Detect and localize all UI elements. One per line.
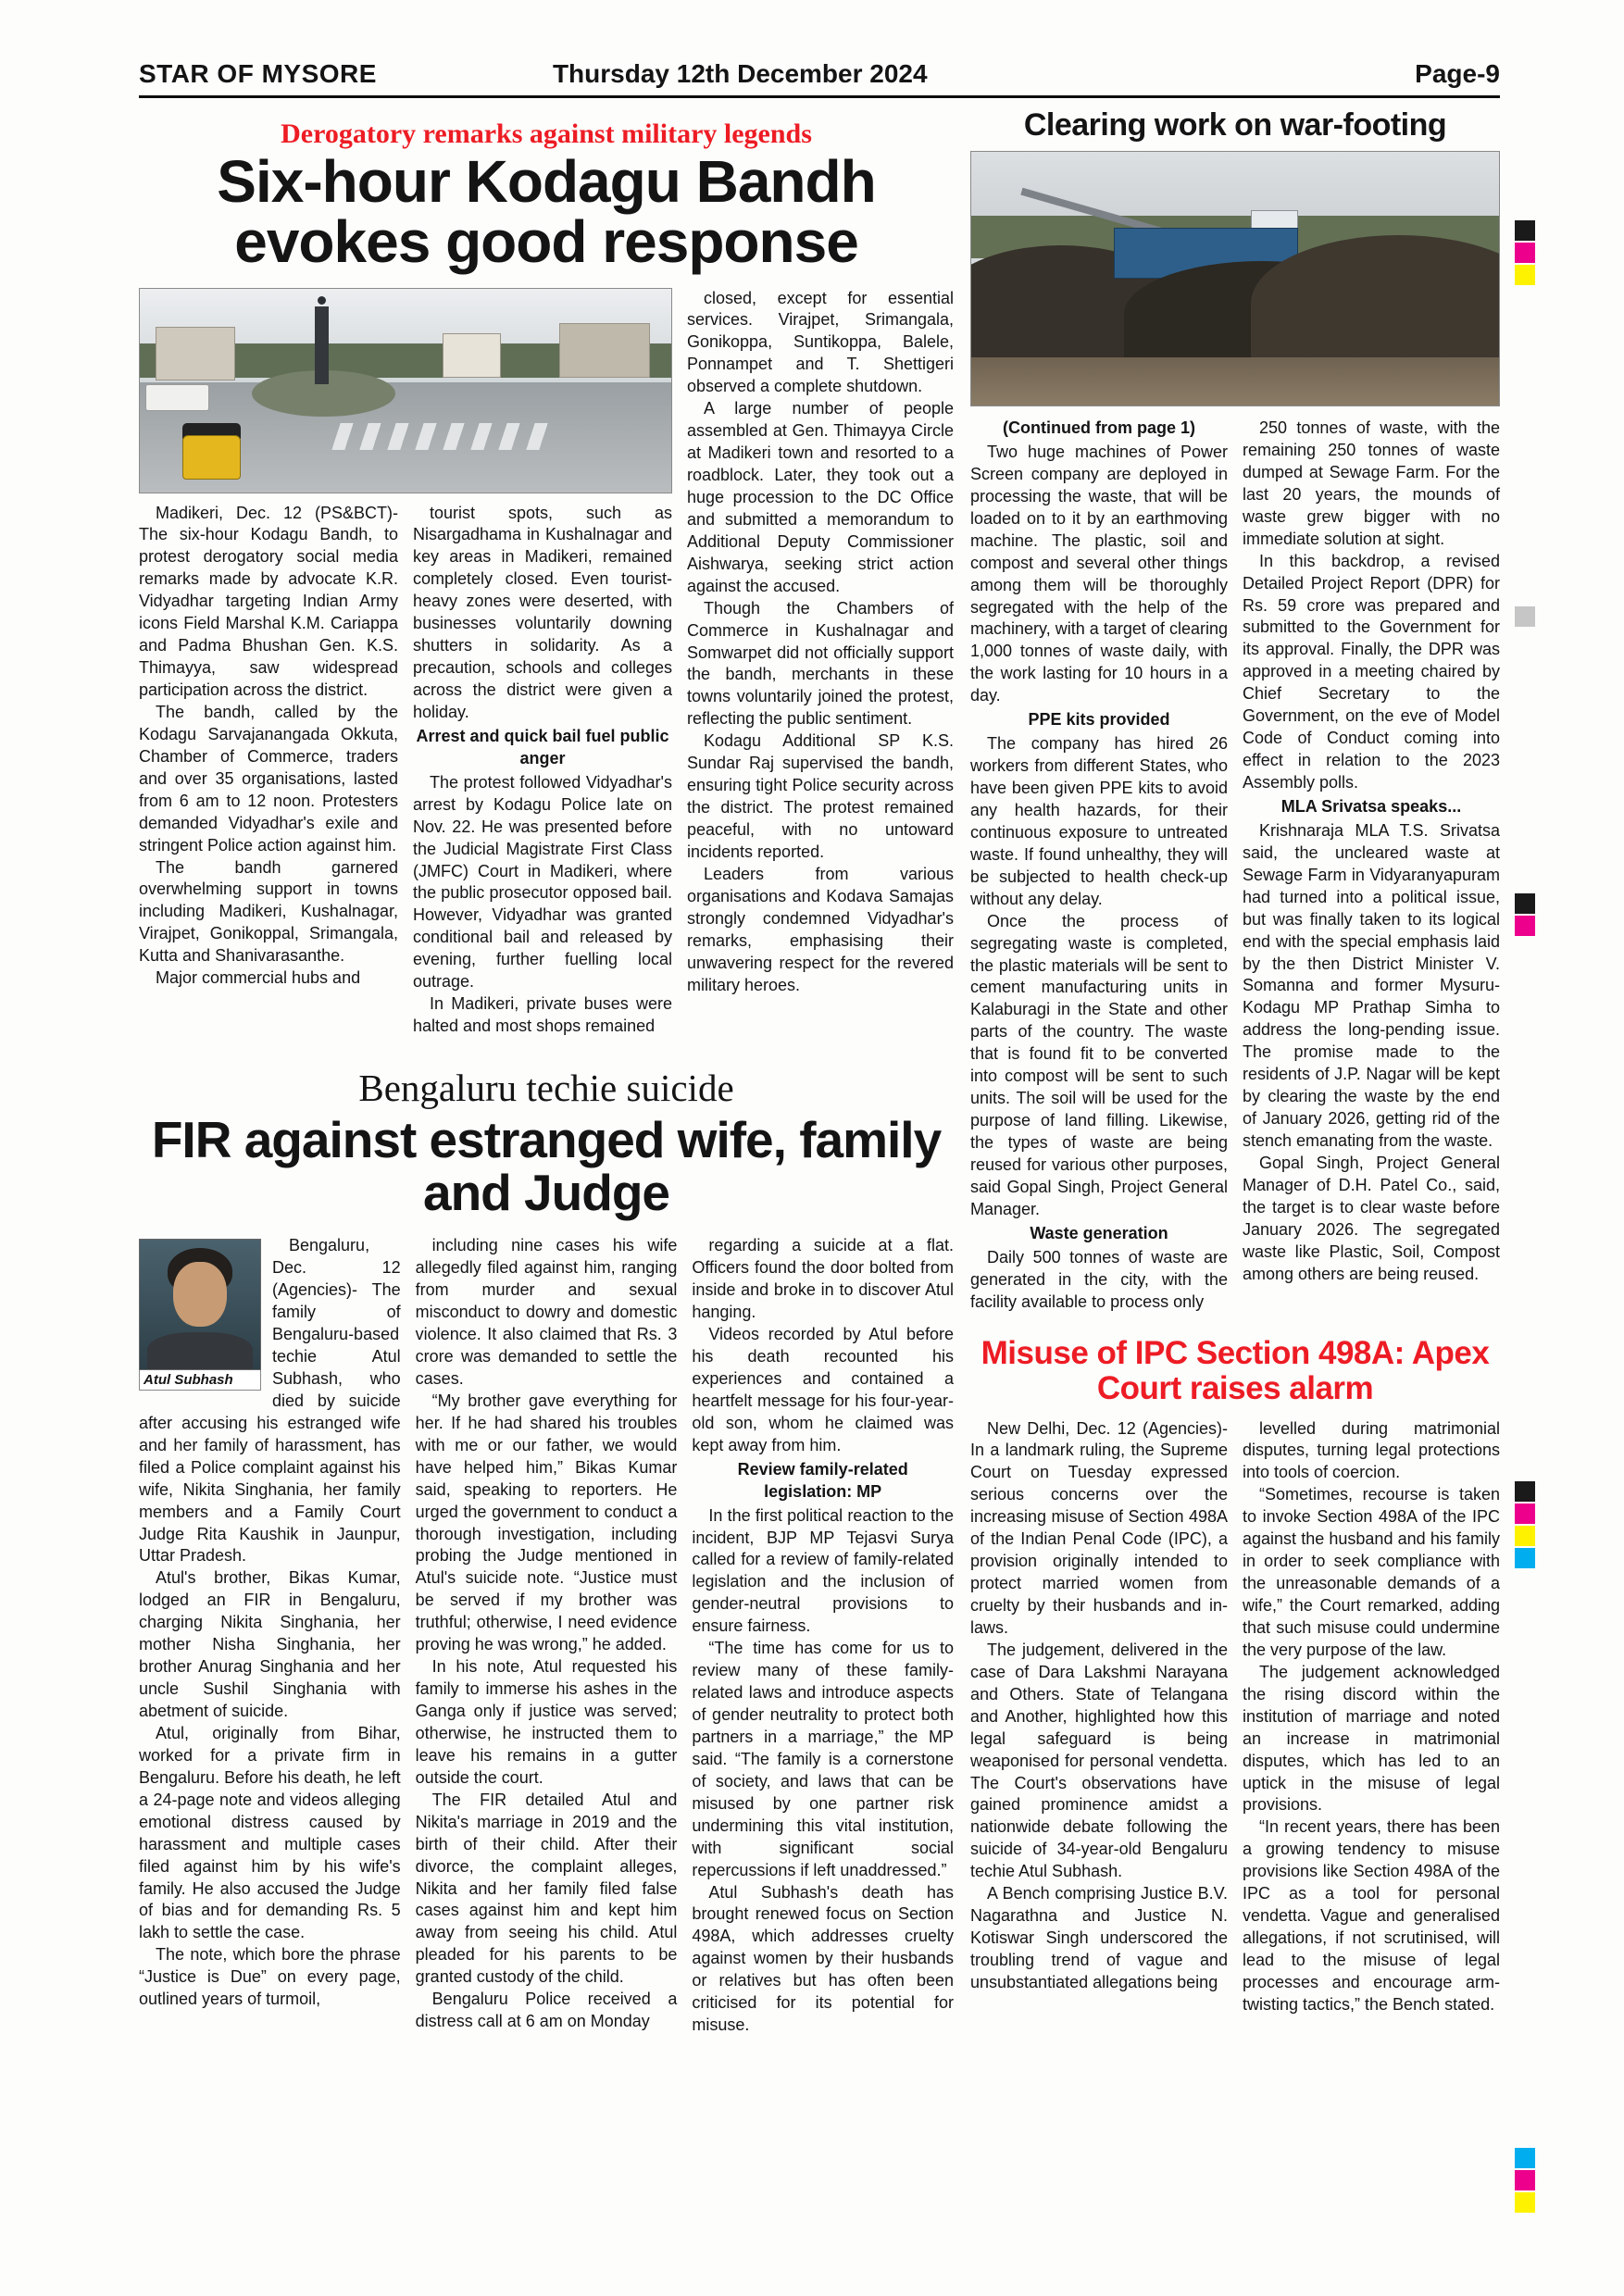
paragraph: The FIR detailed Atul and Nikita's marriage in 2019 and the birth of their child. After their divorce, the complaint alleges, Nikita and her family filed false cases against him and kept him away from seeing his child. Atul pleaded for his parents to be granted custody of the child.: [415, 1790, 678, 1987]
paragraph: Though the Chambers of Commerce in Kushalnagar and Somwarpet did not officially support the bandh, merchants in these towns voluntarily joined the protest, reflecting the public sentiment.: [687, 598, 954, 729]
paragraph: “My brother gave everything for her. If he had shared his troubles with me or our father, we would have helped him,” Bikas Kumar said, speaking to reporters. He urged the government to conduct a thorough investigation, including probing the Judge mentioned in Atul's suicide note. “Justice must be served if my brother was truthful; otherwise, I need evidence proving he was wrong,” he added.: [415, 1391, 678, 1654]
paragraph: The bandh garnered overwhelming support in towns including Madikeri, Kushalnagar, Virajpet, Gonikoppal, Srimangala, Kutta and Shanivarasanthe.: [139, 857, 398, 966]
article2-column-2: [1243, 418, 1500, 1314]
page-number: Page-9: [1415, 59, 1500, 88]
paragraph: Two huge machines of Power Screen company are deployed in processing the waste, that will be loaded on to it by an earthmoving machine. The plastic, soil and compost and several other things among them will be thoroughly segregated with the help of the machinery, with a target of clearing 1,000 tonnes of waste daily, with the work lasting for 10 hours in a day.: [970, 442, 1228, 705]
paragraph: tourist spots, such as Nisargadhama in Kushalnagar and key areas in Madikeri, remained completely closed. Even tourist-heavy zones were deserted, with businesses voluntarily downing shutters in solidarity. As a precaution, schools and colleges across the district were given a holiday.: [413, 503, 672, 721]
paragraph: The company has hired 26 workers from different States, who have been given PPE kits to avoid any health hazards, for their continuous exposure to untreated waste. If found unhealthy, they will be subjected to health check-up without any delay.: [970, 734, 1228, 908]
paragraph: The protest followed Vidyadhar's arrest by Kodagu Police late on Nov. 22. He was presented before the Judicial Magistrate First Class (JMFC) Court in Madikeri, where the public prosecutor opposed bail. However, Vidyadhar was granted conditional bail and released by evening, further fuelling local outrage.: [413, 772, 672, 992]
paragraph: The bandh, called by the Kodagu Sarvajanangada Okkuta, Chamber of Commerce, traders and over 35 organisations, lasted from 6 am to 12 noon. Protesters demanded Vidyadhar's exile and stringent Police action against him.: [139, 702, 398, 855]
paragraph: Kodagu Additional SP K.S. Sundar Raj supervised the bandh, ensuring tight Police security across the district. The protest remained peaceful, with no untoward incidents reported.: [687, 731, 954, 861]
article-headline: Six-hour Kodagu Bandh evokes good response: [217, 148, 876, 276]
article3-column-1: [139, 1235, 401, 2037]
article-body: [970, 1418, 1500, 2016]
photo-statue-head: [318, 296, 326, 305]
registration-mark-square: [1515, 243, 1535, 263]
registration-mark: [1515, 606, 1535, 629]
article1-column-3: [687, 288, 954, 1039]
paragraph: 250 tonnes of waste, with the remaining 250 tonnes of waste dumped at Sewage Farm. For the last 20 years, the mounds of waste grew bigger with no immediate solution at sight.: [1243, 418, 1500, 548]
paragraph: Gopal Singh, Project General Manager of D.H. Patel Co., said, the target is to clear waste before January 2026. The segregated waste like Plastic, Soil, Compost among others are being reused.: [1243, 1153, 1500, 1283]
registration-mark: [1515, 893, 1535, 938]
subhead: MLA Srivatsa speaks...: [1280, 796, 1462, 816]
photo-building: [156, 327, 235, 380]
paragraph: regarding a suicide at a flat. Officers found the door bolted from inside and broke in to discover Atul hanging.: [692, 1236, 955, 1322]
paragraph: The judgement acknowledged the rising discord within the institution of marriage and noted an increase in matrimonial disputes, which has led to an uptick in the misuse of legal provisions.: [1243, 1662, 1500, 1815]
paragraph: Leaders from various organisations and Kodava Samajas strongly condemned Vidyadhar's remarks, emphasising their unwavering respect for the revered military heroes.: [687, 864, 954, 994]
portrait-shoulders: [147, 1332, 253, 1371]
paragraph: In Madikeri, private buses were halted and most shops remained: [413, 994, 672, 1036]
paragraph: New Delhi, Dec. 12 (Agencies)- In a landmark ruling, the Supreme Court on Tuesday expressed serious concerns over the increasing misuse of Section 498A of the Indian Penal Code (IPC), a provision originally intended to protect married women from cruelty by their husbands and in-laws.: [970, 1418, 1228, 1637]
subhead: Arrest and quick bail fuel public anger: [416, 726, 669, 767]
article1-two-columns: [139, 503, 672, 1039]
article-kodagu-bandh: [139, 119, 954, 1038]
paragraph: The note, which bore the phrase “Justice is Due” on every page, outlined years of turmoil,: [139, 1945, 401, 2009]
paragraph: In this backdrop, a revised Detailed Project Report (DPR) for Rs. 59 crore was prepared and submitted to the Government for its approval. Finally, the DPR was approved in a meeting chaired by Chief Secretary to the Government, on the eve of Model Code of Conduct coming into effect in relation to the 2023 Assembly polls.: [1243, 551, 1500, 792]
article3-column-2: [416, 1235, 678, 2037]
article-ipc-498a: [970, 1336, 1500, 2016]
paragraph: Atul, originally from Bihar, worked for a private firm in Bengaluru. Before his death, he left a 24-page note and videos alleging emotional distress caused by harassment and multiple cases filed against him by his wife's family. He also accused the Judge of bias and for demanding Rs. 5 lakh to settle the case.: [139, 1723, 401, 1942]
atul-subhash-photo: [139, 1239, 261, 1391]
registration-mark-square: [1515, 1504, 1535, 1524]
article-body: [139, 1235, 954, 2037]
article-clearing-work: [970, 107, 1500, 1314]
article4-column-1: [970, 1418, 1228, 2016]
article-kicker: Bengaluru techie suicide: [358, 1067, 734, 1110]
issue-date: Thursday 12th December 2024: [552, 59, 928, 88]
registration-mark-square: [1515, 2170, 1535, 2190]
paragraph: Madikeri, Dec. 12 (PS&BCT)- The six-hour Kodagu Bandh, to protest derogatory social media remarks made by advocate K.R. Vidyadhar targeting Indian Army icons Field Marshal K.M. Cariappa and Padma Bhushan Gen. K.S. Thimayya, saw widespread participation across the district.: [139, 503, 398, 700]
paragraph: including nine cases his wife allegedly filed against him, ranging from murder and sexual misconduct to dowry and domestic violence. It also claimed that Rs. 3 crore was demanded to settle the cases.: [415, 1236, 678, 1388]
photo-zebra-crossing: [332, 423, 554, 450]
paragraph: The judgement, delivered in the case of Dara Lakshmi Narayana and Others. State of Telangana and Another, highlighted how this legal safeguard is being weaponised for personal vendetta. The Court's observations have gained prominence amidst a nationwide debate following the suicide of 34-year-old Bengaluru techie Atul Subhash.: [970, 1640, 1228, 1881]
article-headline: Clearing work on war-footing: [1023, 107, 1447, 143]
paragraph: In his note, Atul requested his family to immerse his ashes in the Ganga only if justice was served; otherwise, he instructed them to leave his remains in a gutter outside the court.: [415, 1657, 678, 1787]
page-content: [139, 107, 1500, 2037]
registration-mark: [1515, 220, 1535, 287]
article1-column-1: [139, 503, 398, 1039]
photo-ground: [971, 357, 1499, 406]
registration-mark: [1515, 2148, 1535, 2215]
article1-photo-and-columns: [139, 288, 672, 1039]
article-headline: Misuse of IPC Section 498A: Apex Court raises alarm: [981, 1334, 1490, 1406]
paragraph: A large number of people assembled at Gen. Thimayya Circle at Madikeri town and resorted to a roadblock. Later, they took out a huge procession to the DC Office and submitted a memorandum to Additional Deputy Commissioner Aishwarya, seeking strict action against the accused.: [687, 399, 954, 595]
registration-mark-square: [1515, 1548, 1535, 1568]
registration-mark-square: [1515, 265, 1535, 285]
paragraph: A Bench comprising Justice B.V. Nagarathna and Justice N. Kotiswar Singh underscored the troubling trend of vague and unsubstantiated allegations being: [970, 1884, 1228, 1991]
paragraph: “The time has come for us to review many of these family-related laws and introduce aspects of gender neutrality to protect both partners in a marriage,” the MP said. “The family is a cornerstone of society, and laws that can be misused by one partner risk undermining this vital institution, with significant social repercussions if left unaddressed.”: [692, 1639, 955, 1879]
subhead: Waste generation: [1030, 1223, 1168, 1242]
article1-column-2: [413, 503, 672, 1039]
photo-statue: [315, 306, 329, 384]
paragraph: Bengaluru, Dec. 12 (Agencies)- The family of Bengaluru-based techie Atul Subhash, who died by suicide after accusing his estranged wife and her family of harassment, has filed a Police complaint against his wife, Nikita Singhania, her family members and a Family Court Judge Rita Kaushik in Jaunpur, Uttar Pradesh.: [139, 1236, 401, 1566]
registration-mark-square: [1515, 1526, 1535, 1546]
subhead: Review family-related legislation: MP: [737, 1459, 908, 1501]
kodagu-bandh-photo: [139, 288, 672, 493]
waste-clearing-photo: [970, 151, 1500, 406]
article-body: [970, 418, 1500, 1314]
paragraph: Daily 500 tonnes of waste are generated in the city, with the facility available to process only: [970, 1247, 1228, 1311]
registration-mark-square: [1515, 916, 1535, 936]
paragraph: closed, except for essential services. Virajpet, Srimangala, Gonikoppa, Suntikoppa, Balele, Ponnampet and T. Shettigeri observed a complete shutdown.: [687, 288, 954, 396]
photo-auto-rickshaw: [182, 435, 241, 480]
left-section: [139, 107, 954, 2037]
photo-building: [559, 323, 650, 378]
newspaper-title: STAR OF MYSORE: [139, 59, 377, 88]
photo-building: [443, 333, 501, 378]
portrait-image: [139, 1239, 261, 1370]
article-kicker: Derogatory remarks against military legends: [281, 119, 812, 149]
registration-mark-square: [1515, 1481, 1535, 1502]
paragraph: levelled during matrimonial disputes, turning legal protections into tools of coercion.: [1243, 1418, 1500, 1482]
paragraph: Once the process of segregating waste is completed, the plastic materials will be sent to cement manufacturing units in Kalaburagi in the State and other parts of the country. The waste that is found fit to be converted into compost will be sent to such units. The soil will be used for the purpose of land filling. Likewise, the types of waste are being reused for various other purposes, said Gopal Singh, Project General Manager.: [970, 911, 1228, 1218]
article-fir-wife-judge: [139, 1066, 954, 2037]
paragraph: Atul's brother, Bikas Kumar, lodged an FIR in Bengaluru, charging Nikita Singhania, her mother Nisha Singhania, her brother Anurag Singhania and her uncle Sushil Singhania with abetment of suicide.: [139, 1568, 401, 1720]
article3-column-3: [692, 1235, 954, 2037]
paragraph: In the first political reaction to the incident, BJP MP Tejasvi Surya called for a review of family-related legislation and the inclusion of gender-neutral provisions to ensure fairness.: [692, 1505, 955, 1636]
registration-mark-square: [1515, 893, 1535, 914]
continued: (Continued from page 1): [1003, 418, 1195, 437]
portrait-face: [173, 1262, 226, 1327]
subhead: PPE kits provided: [1028, 710, 1170, 730]
paragraph: Atul Subhash's death has brought renewed focus on Section 498A, which addresses cruelty against women by their husbands or relatives but has often been criticised for its potential for misuse.: [692, 1882, 955, 2035]
paragraph: Major commercial hubs and: [156, 968, 361, 988]
photo-white-van: [145, 384, 209, 411]
registration-mark-square: [1515, 2192, 1535, 2213]
registration-mark-square: [1515, 220, 1535, 241]
article4-column-2: [1243, 1418, 1500, 2016]
photo-caption: Atul Subhash: [139, 1370, 261, 1391]
registration-mark-square: [1515, 2148, 1535, 2168]
masthead: [139, 59, 1500, 98]
paragraph: “In recent years, there has been a growing tendency to misuse provisions like Section 498A of the IPC as a tool for personal vendetta. Vague and generalised allegations, if not scrutinised, will lead to the misuse of legal processes and encourage arm-twisting tactics,” the Bench stated.: [1243, 1817, 1500, 2014]
paragraph: Krishnaraja MLA T.S. Srivatsa said, the uncleared waste at Sewage Farm in Vidyaranyapuram had turned into a political issue, but was finally taken to its logical end with the special emphasis laid by the then District Minister V. Somanna and former Mysuru-Kodagu MP Prathap Simha to address the long-pending issue. The promise made to the residents of J.P. Nagar will be kept by clearing the waste by the end of January 2026, getting rid of the stench emanating from the waste.: [1243, 820, 1500, 1150]
paragraph: Videos recorded by Atul before his death recounted his experiences and contained a heartfelt message for his four-year-old son, whom he claimed was kept away from him.: [692, 1325, 955, 1454]
paragraph: “Sometimes, recourse is taken to invoke Section 498A of the IPC against the husband and his family in order to seek compliance with the unreasonable demands of a wife,” the Court remarked, adding that such misuse could undermine the very purpose of the law.: [1243, 1485, 1500, 1659]
article2-column-1: [970, 418, 1228, 1314]
right-section: [970, 107, 1500, 2037]
article-body: [139, 288, 954, 1039]
registration-mark-square: [1515, 606, 1535, 627]
article-headline: FIR against estranged wife, family and Judge: [151, 1111, 942, 1221]
registration-mark: [1515, 1481, 1535, 1570]
paragraph: Bengaluru Police received a distress call at 6 am on Monday: [415, 1990, 678, 2031]
